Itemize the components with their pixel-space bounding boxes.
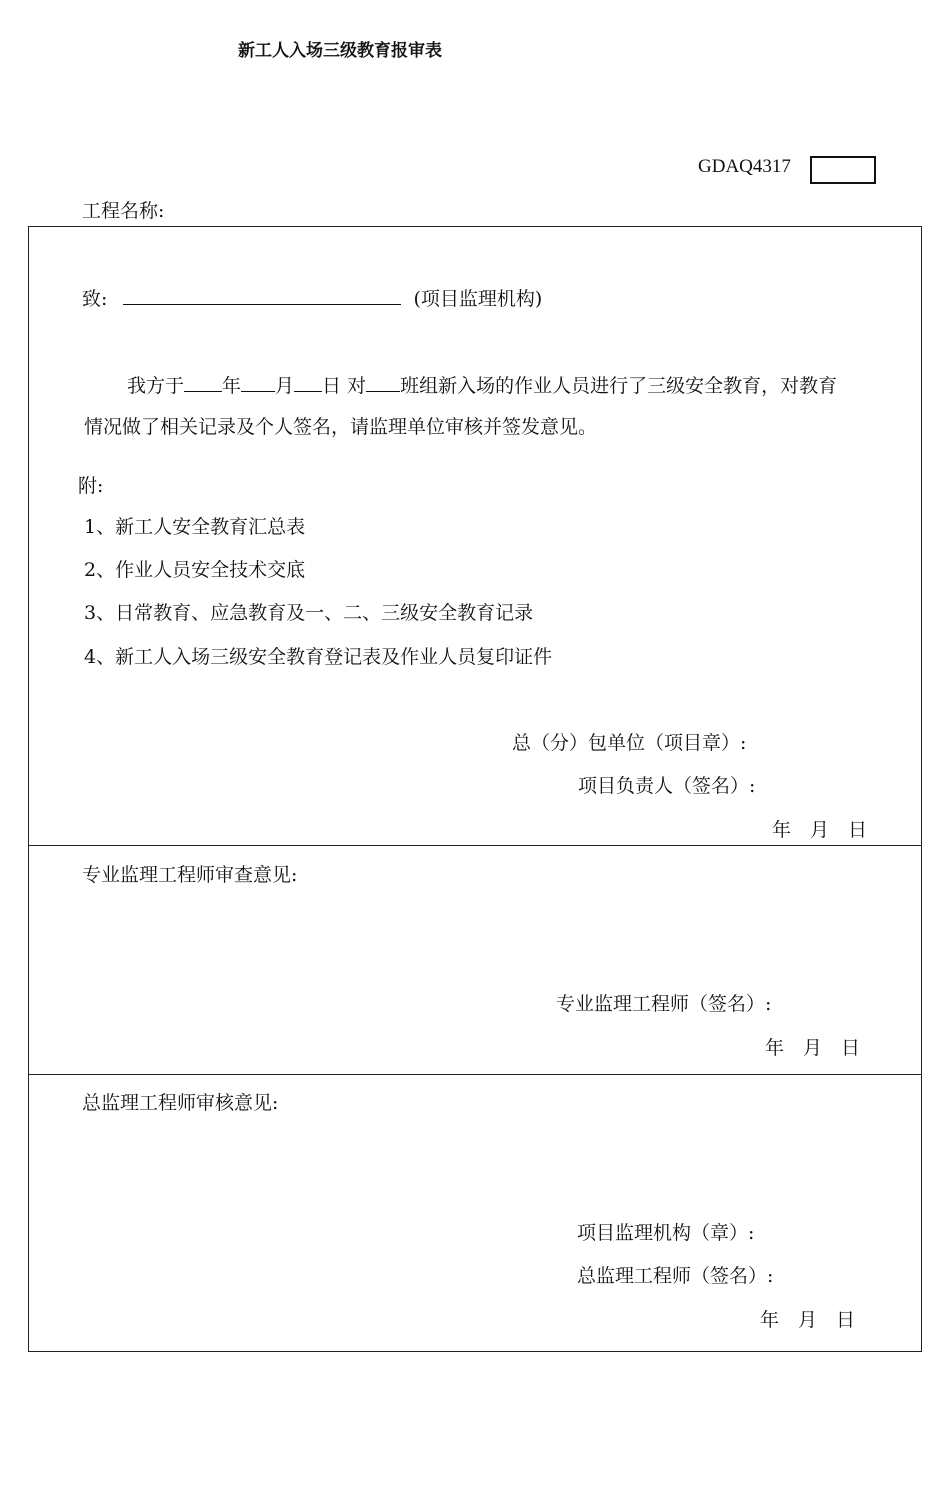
attachment-item: 3、日常教育、应急教育及一、二、三级安全教育记录 xyxy=(84,602,534,624)
to-suffix: (项目监理机构) xyxy=(413,288,543,310)
body-line-2: 情况做了相关记录及个人签名，请监理单位审核并签发意见。 xyxy=(84,416,598,438)
supervision-org-seal-label: 项目监理机构（章）: xyxy=(577,1222,755,1244)
attachments-label: 附: xyxy=(78,475,104,497)
attachment-item: 2、作业人员安全技术交底 xyxy=(84,559,306,581)
project-manager-sign-label: 项目负责人（签名）: xyxy=(578,775,756,797)
body-text: 我方于 xyxy=(127,375,185,397)
year-blank[interactable] xyxy=(184,373,222,392)
body-text: 日 对 xyxy=(322,375,367,397)
specialist-date: 年 月 日 xyxy=(765,1037,861,1059)
day-blank[interactable] xyxy=(294,373,322,392)
contractor-date: 年 月 日 xyxy=(772,819,868,841)
body-line-1 xyxy=(127,371,837,398)
body-text: 班组新入场的作业人员进行了三级安全教育，对教育 xyxy=(400,375,838,397)
attachment-item: 4、新工人入场三级安全教育登记表及作业人员复印证件 xyxy=(84,646,553,668)
team-blank[interactable] xyxy=(366,373,400,392)
supervision-org-blank[interactable] xyxy=(123,286,401,305)
form-number-box xyxy=(810,156,876,184)
month-blank[interactable] xyxy=(241,373,275,392)
specialist-opinion-label: 专业监理工程师审查意见: xyxy=(82,864,298,886)
form-title: 新工人入场三级教育报审表 xyxy=(238,41,442,61)
attachment-item: 1、新工人安全教育汇总表 xyxy=(84,516,306,538)
to-prefix: 致: xyxy=(82,288,108,310)
chief-sign-label: 总监理工程师（签名）: xyxy=(577,1265,774,1287)
project-name-label: 工程名称: xyxy=(82,200,165,222)
chief-opinion-label: 总监理工程师审核意见: xyxy=(82,1092,279,1114)
body-text: 月 xyxy=(275,375,295,397)
contractor-seal-label: 总（分）包单位（项目章）: xyxy=(512,732,747,754)
body-text: 年 xyxy=(222,375,242,397)
specialist-sign-label: 专业监理工程师（签名）: xyxy=(556,993,772,1015)
form-code: GDAQ4317 xyxy=(698,156,791,177)
row-divider xyxy=(28,1074,922,1075)
chief-date: 年 月 日 xyxy=(760,1309,856,1331)
to-line xyxy=(82,284,542,311)
row-divider xyxy=(28,845,922,846)
